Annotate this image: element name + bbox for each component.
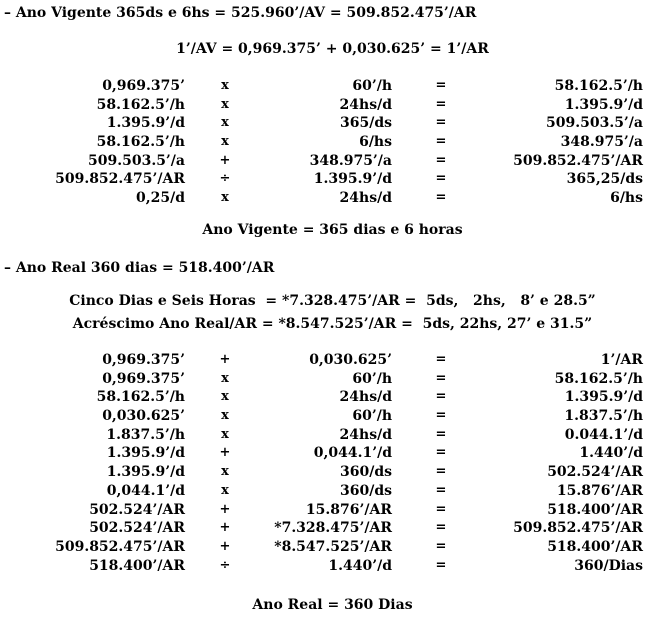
result: 502.524’/AR	[547, 464, 643, 481]
operator: x	[221, 389, 229, 405]
operand-b: 24hs/d	[339, 389, 392, 406]
operator: +	[219, 520, 231, 536]
result: 0.044.1’/d	[564, 426, 643, 443]
calculation-row	[0, 519, 665, 538]
result: 509.503.5’/a	[546, 115, 643, 132]
operand-a: 0,969.375’	[102, 352, 185, 368]
calculation-row	[0, 557, 665, 576]
operand-a: 502.524’/AR	[89, 520, 185, 537]
equals-sign: =	[435, 134, 447, 150]
operand-b: *7.328.475’/AR	[274, 520, 392, 537]
operand-b: 24hs/d	[339, 190, 392, 207]
equals-sign: =	[435, 352, 447, 367]
operator: +	[219, 501, 231, 517]
operand-a: 1.395.9’/d	[106, 445, 185, 462]
operand-a: 0,969.375’	[102, 78, 185, 94]
calculation-row	[0, 407, 665, 426]
result: 1.395.9’/d	[564, 389, 643, 406]
operand-a: 509.852.475’/AR	[55, 171, 185, 188]
operand-a: 518.400’/AR	[89, 557, 185, 574]
section1-heading: – Ano Vigente 365ds e 6hs = 525.960’/AV = 509.852.475’/AR	[4, 5, 477, 21]
section2-conclusion: Ano Real = 360 Dias	[252, 597, 413, 613]
equals-sign: =	[435, 370, 447, 386]
operand-b: 348.975’/a	[309, 152, 392, 169]
section2-cinco-dias-line: Cinco Dias e Seis Horas = *7.328.475’/AR = 5ds, 2hs, 8’ e 28.5”	[69, 293, 596, 309]
calculation-row	[0, 426, 665, 445]
equals-sign: =	[435, 445, 447, 461]
operand-b: 0,044.1’/d	[313, 445, 392, 462]
calculation-row	[0, 388, 665, 407]
operand-b: 1.440’/d	[328, 557, 392, 574]
calculation-row	[0, 351, 665, 370]
equals-sign: =	[435, 115, 447, 131]
equals-sign: =	[435, 96, 447, 112]
result: 58.162.5’/h	[554, 370, 643, 387]
operand-b: 24hs/d	[339, 96, 392, 113]
operand-a: 1.395.9’/d	[106, 115, 185, 132]
operator: x	[221, 190, 229, 206]
operator: x	[221, 115, 229, 131]
operator: x	[221, 426, 229, 442]
operator: x	[221, 370, 229, 386]
result: 365,25/ds	[566, 171, 643, 188]
operand-a: 58.162.5’/h	[96, 134, 185, 151]
calculation-row	[0, 482, 665, 501]
operand-a: 58.162.5’/h	[96, 389, 185, 406]
result: 518.400’/AR	[547, 501, 643, 518]
operand-b: 60’/h	[352, 408, 392, 425]
result: 1.837.5’/h	[564, 408, 643, 425]
operator: +	[219, 445, 231, 461]
result: 518.400’/AR	[547, 538, 643, 555]
result: 6/hs	[610, 190, 643, 207]
calculation-row	[0, 463, 665, 482]
operator: x	[221, 96, 229, 112]
result: 360/Dias	[574, 557, 643, 574]
operand-a: 0,030.625’	[102, 408, 185, 425]
operand-b: 0,030.625’	[309, 352, 392, 368]
operand-b: 60’/h	[352, 78, 392, 94]
result: 1.395.9’/d	[564, 96, 643, 113]
equals-sign: =	[435, 426, 447, 442]
calculation-row	[0, 444, 665, 463]
result: 1.440’/d	[579, 445, 643, 462]
operator: x	[221, 408, 229, 424]
result: 1’/AR	[600, 352, 643, 368]
operator: +	[219, 352, 231, 367]
equals-sign: =	[435, 408, 447, 424]
result: 509.852.475’/AR	[513, 520, 643, 537]
operand-a: 0,044.1’/d	[106, 482, 185, 499]
operator: x	[221, 482, 229, 498]
operand-a: 58.162.5’/h	[96, 96, 185, 113]
section1-conclusion: Ano Vigente = 365 dias e 6 horas	[202, 222, 463, 238]
calculation-row	[0, 133, 665, 152]
calculation-row	[0, 152, 665, 171]
result: 58.162.5’/h	[554, 78, 643, 94]
operand-b: 24hs/d	[339, 426, 392, 443]
calculation-row	[0, 77, 665, 96]
operator: ÷	[219, 171, 231, 187]
operator: x	[221, 134, 229, 150]
operand-b: 1.395.9’/d	[313, 171, 392, 188]
calculation-row	[0, 170, 665, 189]
calculation-row	[0, 538, 665, 557]
calculation-row	[0, 370, 665, 389]
equals-sign: =	[435, 520, 447, 536]
section2-calculation-table	[0, 351, 665, 575]
section2-heading: – Ano Real 360 dias = 518.400’/AR	[4, 260, 275, 276]
operand-a: 1.395.9’/d	[106, 464, 185, 481]
calculation-row	[0, 189, 665, 208]
operand-a: 1.837.5’/h	[106, 426, 185, 443]
operand-a: 0,25/d	[136, 190, 185, 207]
operator: +	[219, 538, 231, 554]
result: 15.876’/AR	[556, 482, 643, 499]
equals-sign: =	[435, 78, 447, 93]
equals-sign: =	[435, 464, 447, 480]
calculation-row	[0, 96, 665, 115]
equals-sign: =	[435, 389, 447, 405]
section1-calculation-table	[0, 77, 665, 208]
operand-b: *8.547.525’/AR	[274, 538, 392, 555]
result: 509.852.475’/AR	[513, 152, 643, 169]
equals-sign: =	[435, 152, 447, 168]
operator: x	[221, 78, 229, 93]
calculation-row	[0, 501, 665, 520]
operand-a: 0,969.375’	[102, 370, 185, 387]
operand-a: 509.852.475’/AR	[55, 538, 185, 555]
calculation-row	[0, 114, 665, 133]
operator: ÷	[219, 557, 231, 573]
equals-sign: =	[435, 171, 447, 187]
operand-b: 360/ds	[339, 464, 392, 481]
equals-sign: =	[435, 557, 447, 573]
operand-b: 15.876’/AR	[305, 501, 392, 518]
operand-b: 60’/h	[352, 370, 392, 387]
operand-b: 6/hs	[359, 134, 392, 151]
result: 348.975’/a	[560, 134, 643, 151]
equals-sign: =	[435, 482, 447, 498]
section1-equation: 1’/AV = 0,969.375’ + 0,030.625’ = 1’/AR	[176, 41, 489, 57]
section2-acrescimo-line: Acréscimo Ano Real/AR = *8.547.525’/AR = 5ds, 22hs, 27’ e 31.5”	[72, 316, 593, 332]
equals-sign: =	[435, 538, 447, 554]
operator: x	[221, 464, 229, 480]
operand-b: 360/ds	[339, 482, 392, 499]
operand-a: 502.524’/AR	[89, 501, 185, 518]
operator: +	[219, 152, 231, 168]
operand-b: 365/ds	[339, 115, 392, 132]
equals-sign: =	[435, 190, 447, 206]
operand-a: 509.503.5’/a	[88, 152, 185, 169]
equals-sign: =	[435, 501, 447, 517]
